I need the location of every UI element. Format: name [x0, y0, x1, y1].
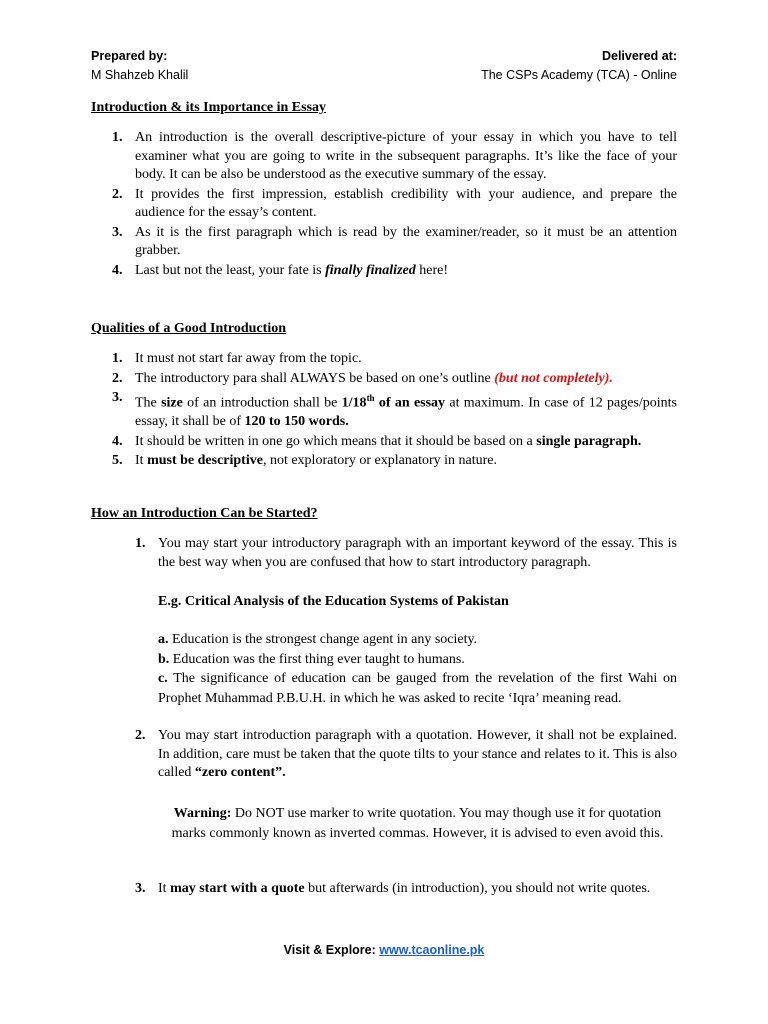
list-item — [91, 350, 677, 369]
list-text: at maximum. In case of 12 pages/points essay, it shall be of — [135, 395, 678, 430]
introduction-list — [91, 129, 677, 281]
bold-text: single paragraph. — [536, 433, 642, 449]
list-number: 2. — [135, 728, 146, 743]
section-title-qualities: Qualities of a Good Introduction — [91, 321, 286, 336]
bold-text: of an essay — [374, 395, 446, 411]
list-item — [91, 433, 677, 452]
list-text: but afterwards (in introduction), you should not write quotes. — [304, 881, 651, 896]
list-number: 1. — [135, 536, 146, 551]
website-link[interactable]: www.tcaonline.pk — [379, 943, 485, 957]
list-number: 1. — [112, 351, 123, 366]
bold-text: may start with a quote — [170, 881, 305, 896]
bold-text: size — [161, 395, 183, 411]
list-text: The — [135, 395, 162, 411]
list-text: here! — [415, 262, 449, 278]
list-text: Last but not the least, your fate is — [135, 262, 326, 278]
list-text: It should be written in one go which means that it should be based on a — [135, 433, 537, 449]
list-item — [91, 535, 677, 572]
delivered-at-label: Delivered at: — [601, 49, 677, 63]
how-to-start-item-1 — [91, 535, 677, 573]
list-text: You may start your introductory paragraph with an important keyword of the essay. This is the best way when you are confused that how to start introductory paragraph. — [158, 536, 677, 570]
list-text: of an introduction shall be — [182, 395, 342, 411]
author-name: M Shahzeb Khalil — [91, 68, 189, 82]
example-letter: c. — [158, 671, 168, 686]
example-title: E.g. Critical Analysis of the Education Systems of Pakistan — [158, 594, 509, 609]
list-item — [91, 129, 677, 185]
list-item — [91, 880, 677, 899]
red-emphasis-text: (but not completely). — [494, 370, 613, 386]
list-text: , not exploratory or explanatory in nature. — [262, 453, 497, 469]
how-to-start-item-3 — [91, 880, 677, 900]
list-item — [91, 186, 677, 223]
list-number: 4. — [112, 433, 123, 449]
list-text: As it is the first paragraph which is read by the examiner/reader, so it must be an attention grabber. — [135, 224, 677, 258]
list-text: It provides the first impression, establish credibility with your audience, and prepare the audience for the essay’s content. — [135, 186, 677, 220]
qualities-list — [91, 350, 677, 472]
example-letter: b. — [158, 651, 170, 667]
list-text: You may start introduction paragraph with a quotation. However, it shall not be explained. In addition, care must be taken that the quote tilts to your stance and relates to it. This is also called — [158, 728, 677, 780]
list-number: 4. — [112, 262, 123, 278]
list-number: 2. — [112, 186, 123, 202]
bold-text: 120 to 150 words. — [244, 414, 349, 430]
list-item — [91, 727, 677, 783]
how-to-start-item-2 — [91, 727, 677, 784]
section-title-how-to-start: How an Introduction Can be Started? — [91, 506, 318, 521]
example-item — [158, 650, 677, 670]
footer-label: Visit & Explore: — [283, 943, 380, 957]
section-title-introduction: Introduction & its Importance in Essay — [91, 100, 327, 115]
list-item — [91, 370, 677, 389]
example-text: The significance of education can be gauged from the revelation of the first Wahi on Prophet Muhammad P.B.U.H. in which he was asked to recite ‘Iqra’ meaning read. — [158, 671, 677, 706]
list-text: An introduction is the overall descriptive-picture of your essay in which you have to tell examiner what you are going to write in the subsequent paragraphs. It’s like the face of your body. It can be also be understood as the executive summary of the essay. — [135, 130, 677, 182]
list-text: It — [135, 453, 148, 469]
list-number: 3. — [135, 881, 146, 896]
emphasis-text: finally finalized — [325, 262, 416, 278]
example-text: Education is the strongest change agent in any society. — [168, 632, 478, 647]
example-item — [158, 669, 677, 708]
page-footer — [0, 943, 768, 957]
list-item — [91, 452, 677, 471]
example-letter: a. — [158, 632, 169, 647]
warning-text: Do NOT use marker to write quotation. You may though use it for quotation marks commonly known as inverted commas. However, it is advised to even avoid this. — [171, 806, 664, 841]
list-number: 2. — [112, 370, 123, 386]
list-number: 5. — [112, 453, 123, 469]
list-text: The introductory para shall ALWAYS be based on one’s outline — [135, 370, 495, 386]
warning-note — [158, 804, 677, 843]
prepared-by-block — [91, 47, 188, 85]
list-item — [91, 224, 677, 261]
example-item — [158, 630, 677, 650]
list-text: It — [158, 881, 171, 896]
bold-text: must be descriptive — [147, 453, 263, 469]
list-number: 3. — [112, 390, 123, 405]
example-text: Education was the first thing ever taught to humans. — [169, 651, 465, 667]
academy-name: The CSPs Academy (TCA) - Online — [481, 68, 677, 82]
warning-label: Warning: — [173, 806, 232, 821]
list-item — [91, 262, 677, 281]
bold-text: 1/18 — [341, 395, 367, 411]
list-number: 1. — [112, 130, 123, 145]
bold-text: “zero content”. — [194, 765, 286, 780]
superscript-text: th — [366, 393, 375, 403]
list-text: It must not start far away from the topic. — [135, 351, 362, 366]
delivered-at-block — [481, 47, 677, 85]
prepared-by-label: Prepared by: — [91, 49, 168, 63]
list-number: 3. — [112, 224, 123, 240]
example-list — [158, 630, 677, 708]
list-item — [91, 389, 677, 432]
